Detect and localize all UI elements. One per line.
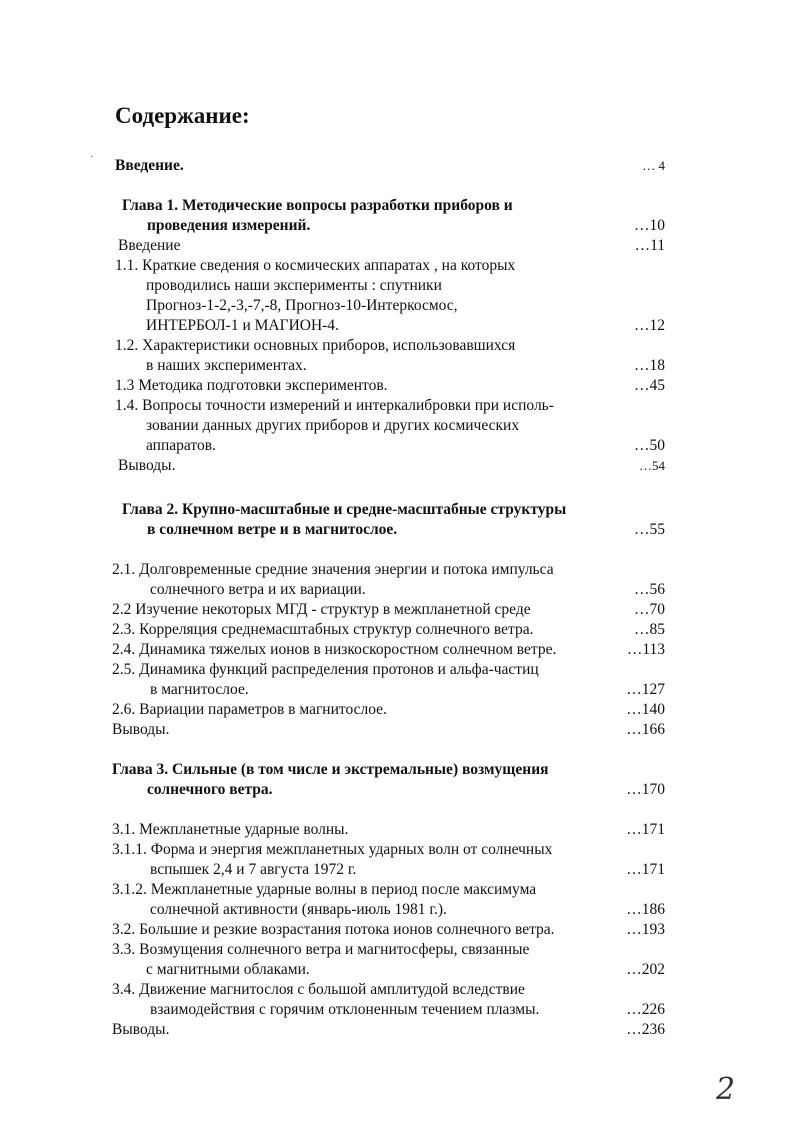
toc-entry-page: …12 — [634, 317, 665, 334]
toc-intro-title: Введение. — [115, 157, 184, 174]
toc-entry-line: в магнитослое. — [150, 681, 249, 698]
toc-entry-line: Выводы. — [112, 721, 170, 738]
toc-entry-line: 2.6. Вариации параметров в магнитослое. — [112, 701, 387, 718]
toc-entry-line: 2.2 Изучение некоторых МГД - структур в межпланетной среде — [112, 601, 531, 618]
ch3-heading-page: …170 — [626, 781, 665, 798]
page-title: Содержание: — [115, 103, 250, 128]
toc-entry-page: …202 — [626, 961, 665, 978]
ch1-heading-page: …10 — [634, 217, 665, 234]
ch2-heading-line: Глава 2. Крупно-масштабные и средне-масштабные структуры — [122, 501, 567, 518]
toc-entry-line: 2.1. Долговременные средние значения энергии и потока импульса — [112, 561, 554, 578]
toc-entry-line: зовании данных других приборов и других космических — [146, 417, 520, 434]
toc-entry-line: Выводы. — [112, 1021, 170, 1038]
toc-entry-page: …70 — [634, 601, 665, 618]
toc-entry-page: …127 — [626, 681, 665, 698]
ch2-heading-page: …55 — [634, 521, 665, 538]
toc-entry-page: …45 — [634, 377, 665, 394]
toc-entry-page: …193 — [626, 921, 665, 938]
toc-entry-line: 1.3 Методика подготовки экспериментов. — [115, 377, 388, 394]
toc-entry-page: …166 — [626, 721, 665, 738]
toc-entry-page: …56 — [634, 581, 665, 598]
toc-entry-line: с магнитными облаками. — [146, 961, 310, 978]
ch3-heading-line: Глава 3. Сильные (в том числе и экстремальные) возмущения — [112, 761, 549, 778]
toc-entry-line: 3.1.2. Межпланетные ударные волны в период после максимума — [112, 881, 537, 898]
toc-entry-line: 3.1. Межпланетные ударные волны. — [112, 821, 349, 838]
toc-entry-page: …50 — [634, 437, 665, 454]
toc-intro-page: … 4 — [642, 158, 665, 173]
toc-entry-line: 2.3. Корреляция среднемасштабных структур солнечного ветра. — [112, 621, 534, 638]
toc-entry-line: 2.5. Динамика функций распределения протонов и альфа-частиц — [112, 661, 539, 678]
toc-entry-line: 3.2. Большие и резкие возрастания потока ионов солнечного ветра. — [112, 921, 555, 938]
toc-entry-page: …236 — [626, 1021, 665, 1038]
toc-entry-line: Введение — [118, 237, 181, 254]
toc-entry-page: …113 — [626, 641, 665, 658]
toc-entry-page: …18 — [634, 357, 665, 374]
ch3-heading-line: солнечного ветра. — [147, 781, 273, 798]
toc-entry-page: …226 — [626, 1001, 665, 1018]
toc-entry-line: 2.4. Динамика тяжелых ионов в низкоскоростном солнечном ветре. — [112, 641, 557, 658]
toc-entry-page: …140 — [626, 701, 665, 718]
toc-entry-line: 1.4. Вопросы точности измерений и интеркалибровки при исполь- — [115, 397, 554, 414]
toc-entry-line: 3.3. Возмущения солнечного ветра и магнитосферы, связанные — [112, 941, 530, 958]
toc-entry-line: взаимодействия с горячим отклоненным течением плазмы. — [150, 1001, 540, 1018]
toc-entry-page: …171 — [626, 861, 665, 878]
handwritten-page-number: 2 — [716, 1072, 736, 1107]
toc-entry-page: …186 — [626, 901, 665, 918]
stray-dot: · — [90, 152, 94, 163]
ch1-heading-line: проведения измерений. — [147, 217, 311, 234]
toc-entry-page: …85 — [634, 621, 665, 638]
toc-entry-line: 1.1. Краткие сведения о космических аппаратах , на которых — [115, 257, 516, 274]
toc-entry-line: солнечной активности (январь-июль 1981 г.). — [150, 901, 447, 918]
toc-entry-line: Выводы. — [118, 457, 176, 474]
toc-entry-page: …171 — [626, 821, 665, 838]
toc-entry-line: в наших экспериментах. — [146, 357, 307, 374]
toc-entry-line: Прогноз-1-2,-3,-7,-8, Прогноз-10-Интеркосмос, — [146, 297, 458, 314]
toc-entry-line: 1.2. Характеристики основных приборов, использовавшихся — [115, 337, 516, 354]
toc-entry-page: …11 — [634, 237, 665, 254]
toc-entry-line: 3.4. Движение магнитослоя с большой амплитудой вследствие — [112, 981, 525, 998]
ch1-heading-line: Глава 1. Методические вопросы разработки приборов и — [122, 197, 513, 214]
toc-entry-line: ИНТЕРБОЛ-1 и МАГИОН-4. — [146, 317, 339, 334]
toc-entry-line: солнечного ветра и их вариации. — [150, 581, 366, 598]
toc-entry-page: …54 — [639, 458, 665, 473]
toc-entry-line: 3.1.1. Форма и энергия межпланетных ударных волн от солнечных — [112, 841, 553, 858]
toc-entry-line: вспышек 2,4 и 7 августа 1972 г. — [150, 861, 357, 878]
toc-entry-line: проводились наши эксперименты : спутники — [146, 277, 442, 294]
ch2-heading-line: в солнечном ветре и в магнитослое. — [147, 521, 398, 538]
toc-entry-line: аппаратов. — [146, 437, 216, 454]
